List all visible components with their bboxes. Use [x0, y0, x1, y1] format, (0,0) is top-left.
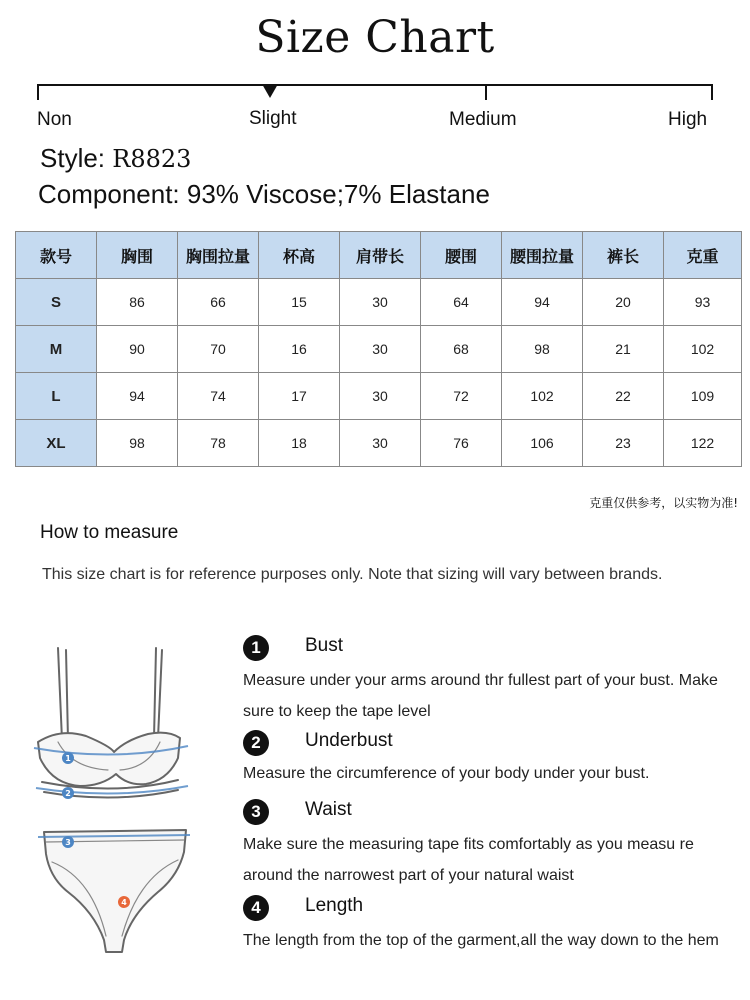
table-header: 款号 — [16, 232, 97, 279]
table-row — [16, 420, 742, 467]
item-text: Make sure the measuring tape fits comfortably as you measu re around the narrowest part of your natural waist — [243, 836, 694, 884]
how-to-measure-title: How to measure — [40, 522, 179, 543]
number-1-icon: 1 — [243, 635, 269, 661]
table-header: 腰围拉量 — [502, 232, 583, 279]
item-title: Bust — [305, 635, 344, 656]
left-strap — [58, 648, 62, 740]
item-text: The length from the top of the garment,all the way down to the hem — [243, 932, 719, 949]
scale-label-non: Non — [37, 109, 72, 130]
table-cell: 102 — [664, 326, 742, 373]
table-cell: 23 — [583, 420, 664, 467]
table-cell: 68 — [421, 326, 502, 373]
table-cell: 30 — [340, 279, 421, 326]
underbust-marker-label: 2 — [65, 789, 71, 798]
how-to-measure-description: This size chart is for reference purposes only. Note that sizing will vary between brands. — [42, 566, 663, 583]
scale-tick-non — [37, 84, 39, 100]
table-cell: 90 — [97, 326, 178, 373]
table-cell: 17 — [259, 373, 340, 420]
table-cell: 86 — [97, 279, 178, 326]
table-header: 胸围 — [97, 232, 178, 279]
number-2-icon: 2 — [243, 730, 269, 756]
table-header: 肩带长 — [340, 232, 421, 279]
table-header: 胸围拉量 — [178, 232, 259, 279]
size-table — [15, 231, 742, 467]
table-cell: 18 — [259, 420, 340, 467]
bikini-illustration — [28, 640, 208, 970]
item-title: Length — [305, 895, 364, 916]
table-header: 腰围 — [421, 232, 502, 279]
page-title: Size Chart — [255, 12, 495, 63]
scale-label-slight: Slight — [249, 108, 297, 129]
bra-cups — [38, 733, 180, 786]
table-header-row — [16, 232, 742, 279]
waist-marker-label: 3 — [65, 838, 71, 847]
table-cell: 98 — [502, 326, 583, 373]
scale-tick-high — [711, 84, 713, 100]
table-cell: 15 — [259, 279, 340, 326]
table-cell: 94 — [502, 279, 583, 326]
table-row — [16, 279, 742, 326]
table-cell: 94 — [97, 373, 178, 420]
bikini-bottom — [44, 830, 186, 952]
bust-marker-label: 1 — [65, 754, 71, 763]
weight-note: 克重仅供参考，以实物为准! — [589, 496, 738, 510]
table-header: 克重 — [664, 232, 742, 279]
scale-line — [37, 84, 713, 86]
stretch-scale — [37, 84, 713, 144]
table-cell-size: M — [16, 326, 97, 373]
table-cell: 64 — [421, 279, 502, 326]
table-cell-size: S — [16, 279, 97, 326]
table-cell: 78 — [178, 420, 259, 467]
table-header: 杯高 — [259, 232, 340, 279]
table-cell-size: L — [16, 373, 97, 420]
number-3-icon: 3 — [243, 799, 269, 825]
table-cell: 106 — [502, 420, 583, 467]
table-cell: 122 — [664, 420, 742, 467]
table-cell: 66 — [178, 279, 259, 326]
table-header: 裤长 — [583, 232, 664, 279]
table-row — [16, 373, 742, 420]
table-cell: 30 — [340, 326, 421, 373]
table-cell: 102 — [502, 373, 583, 420]
item-text: Measure the circumference of your body under your bust. — [243, 765, 650, 782]
item-title: Waist — [305, 799, 352, 820]
scale-tick-medium — [485, 84, 487, 100]
table-cell: 74 — [178, 373, 259, 420]
table-cell: 30 — [340, 420, 421, 467]
item-text: Measure under your arms around thr fullest part of your bust. Make sure to keep the tape level — [243, 672, 718, 720]
length-marker-label: 4 — [121, 898, 127, 907]
table-cell: 109 — [664, 373, 742, 420]
style-line — [40, 143, 191, 174]
table-cell-size: XL — [16, 420, 97, 467]
table-cell: 76 — [421, 420, 502, 467]
style-label: Style: — [40, 143, 106, 173]
scale-label-medium: Medium — [449, 109, 517, 130]
scale-pointer-icon — [262, 84, 278, 98]
table-row — [16, 326, 742, 373]
number-4-icon: 4 — [243, 895, 269, 921]
scale-label-high: High — [668, 109, 708, 130]
table-cell: 21 — [583, 326, 664, 373]
item-title: Underbust — [305, 730, 393, 751]
right-strap — [154, 648, 156, 738]
component-line: Component: 93% Viscose;7% Elastane — [38, 179, 490, 209]
table-cell: 20 — [583, 279, 664, 326]
table-cell: 93 — [664, 279, 742, 326]
table-cell: 72 — [421, 373, 502, 420]
table-cell: 22 — [583, 373, 664, 420]
style-value: R8823 — [112, 145, 192, 173]
table-cell: 16 — [259, 326, 340, 373]
table-cell: 30 — [340, 373, 421, 420]
table-cell: 98 — [97, 420, 178, 467]
table-cell: 70 — [178, 326, 259, 373]
